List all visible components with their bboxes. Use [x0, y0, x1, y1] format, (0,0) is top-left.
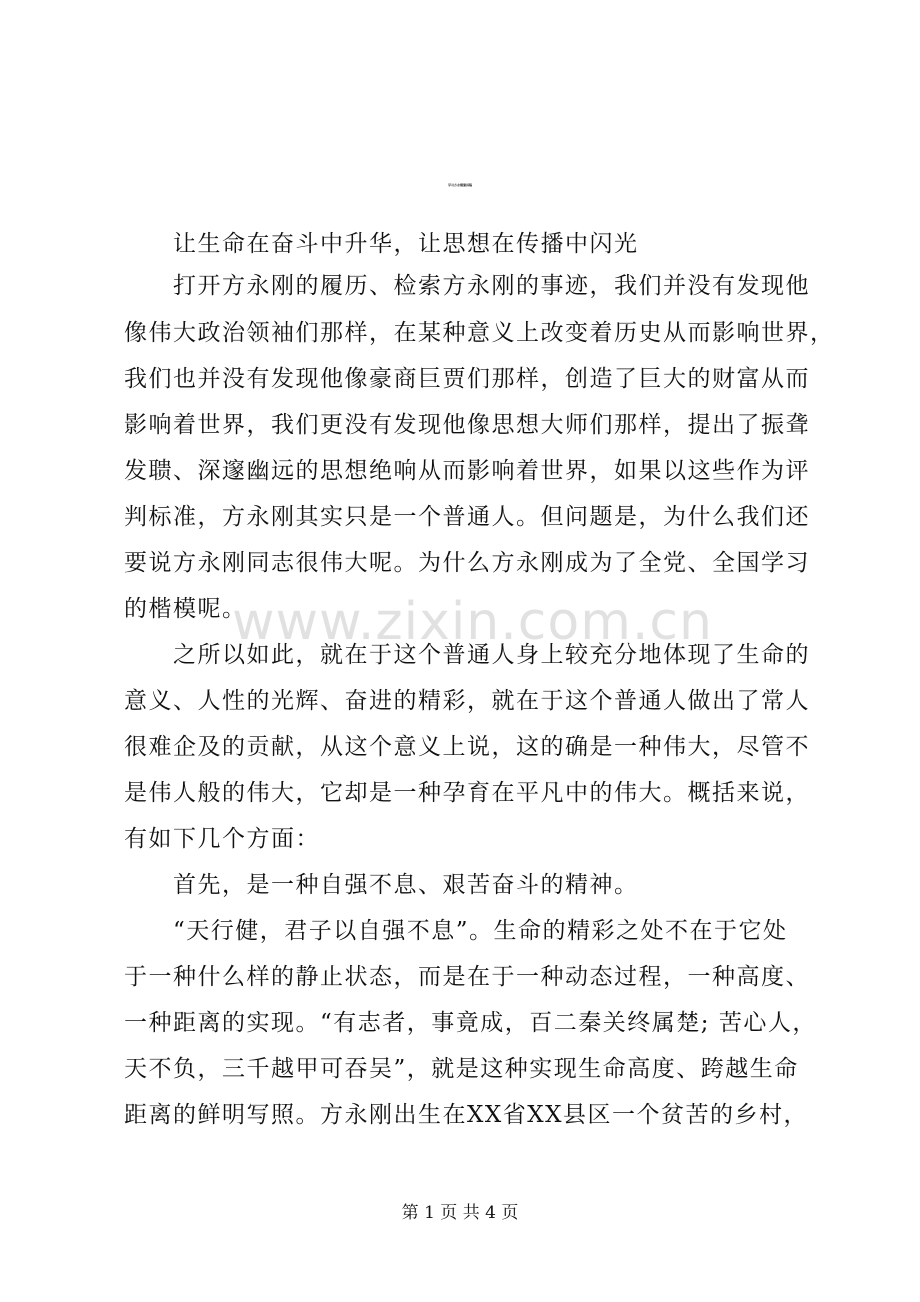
body-line: 有如下几个方面：: [124, 826, 320, 852]
body-line: 让生命在奋斗中升华，让思想在传播中闪光: [124, 231, 639, 257]
body-line: 打开方永刚的履历、检索方永刚的事迹，我们并没有发现他: [124, 273, 810, 299]
body-line: 天不负，三千越甲可吞吴”，就是这种实现生命高度、跨越生命: [124, 1056, 799, 1082]
body-line: 我们也并没有发现他像豪商巨贾们那样，创造了巨大的财富从而: [124, 366, 810, 392]
body-line: 的楷模呢。: [124, 596, 247, 622]
body-line: “天行健，君子以自强不息”。生命的精彩之处不在于它处: [124, 918, 788, 944]
body-line: 发聩、深邃幽远的思想绝响从而影响着世界，如果以这些作为评: [124, 458, 810, 484]
body-line: 像伟大政治领袖们那样，在某种意义上改变着历史从而影响世界，: [124, 320, 835, 346]
body-line: 是伟人般的伟大，它却是一种孕育在平凡中的伟大。概括来说，: [124, 780, 810, 806]
page-footer: 第 1 页 共 4 页: [401, 1203, 519, 1223]
body-line: 判标准，方永刚其实只是一个普通人。但问题是，为什么我们还: [124, 504, 810, 530]
watermark: www.zixin.com.cn: [232, 592, 713, 652]
body-line: 于一种什么样的静止状态，而是在于一种动态过程，一种高度、: [124, 964, 810, 990]
body-line: 影响着世界，我们更没有发现他像思想大师们那样，提出了振聋: [124, 412, 810, 438]
body-line: 之所以如此，就在于这个普通人身上较充分地体现了生命的: [124, 642, 810, 668]
body-line: 要说方永刚同志很伟大呢。为什么方永刚成为了全党、全国学习: [124, 550, 810, 576]
body-line: 距离的鲜明写照。方永刚出生在XX省XX县区一个贫苦的乡村，: [124, 1102, 808, 1128]
body-line: 一种距离的实现。“有志者，事竟成，百二秦关终属楚; 苦心人，: [124, 1010, 817, 1036]
body-line: 很难企及的贡献，从这个意义上说，这的确是一种伟大，尽管不: [124, 734, 810, 760]
body-line: 首先，是一种自强不息、艰苦奋斗的精神。: [124, 872, 639, 898]
document-title: 学习方永刚演讲稿: [447, 183, 472, 187]
body-line: 意义、人性的光辉、奋进的精彩，就在于这个普通人做出了常人: [124, 688, 810, 714]
